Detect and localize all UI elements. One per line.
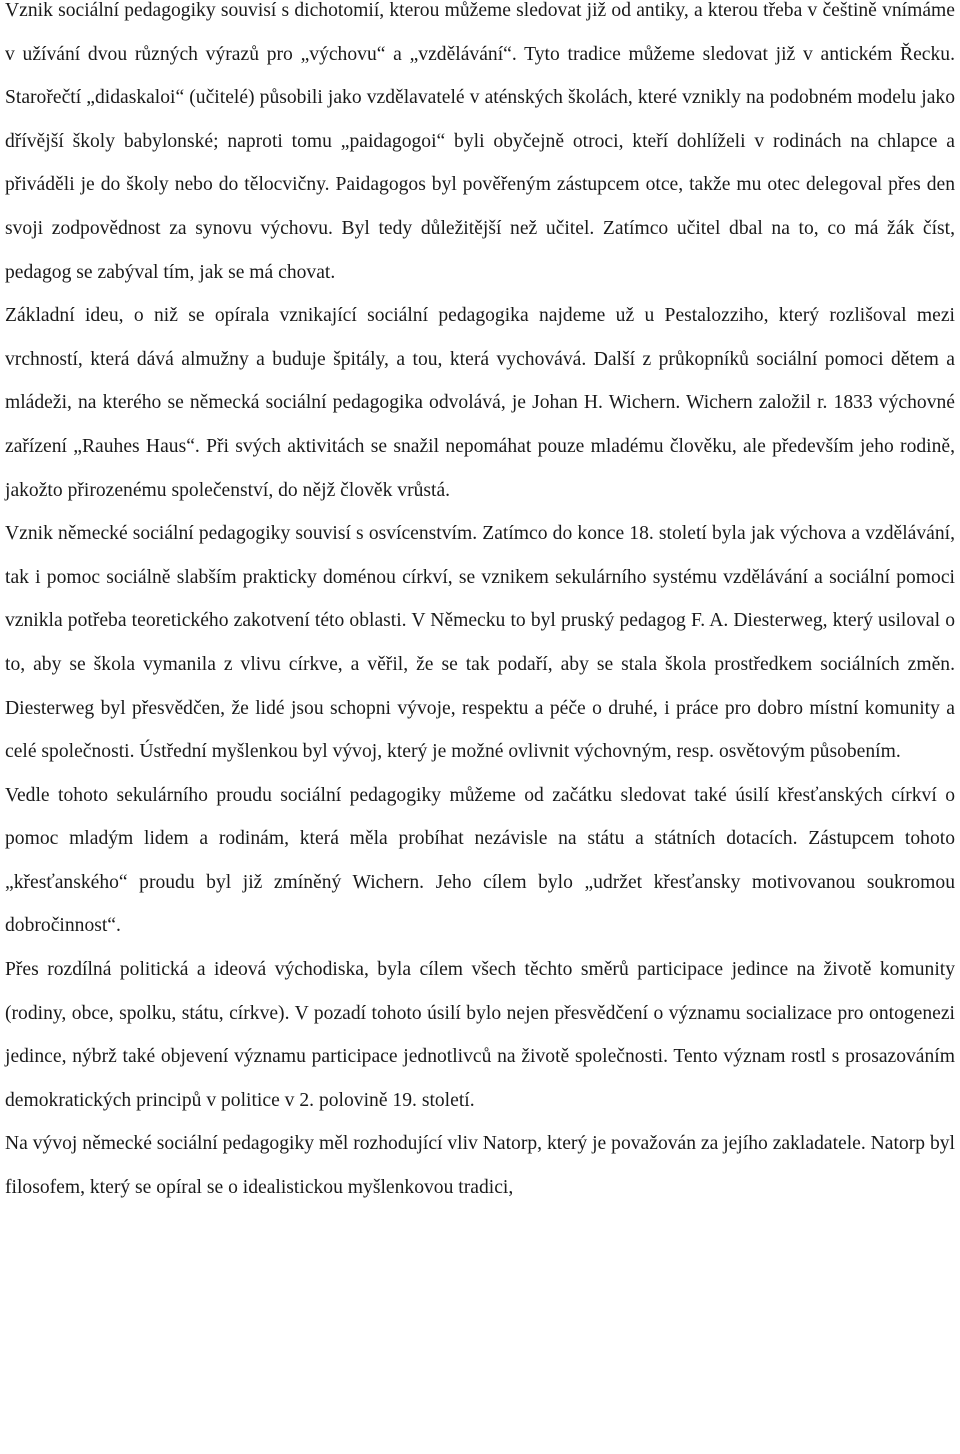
paragraph-christian-stream: Vedle tohoto sekulárního proudu sociální pedagogiky můžeme od začátku sledovat také úsilí křesťanských církví o pomoc mladým lidem a rodinám, která měla probíhat nezávisle na státu a státních dotacích. Zástupcem tohoto „křesťanského“ proudu byl již zmíněný Wichern. Jeho cílem bylo „udržet křesťansky motivovanou soukromou dobročinnost“. [5, 784, 955, 937]
document-page [5, 0, 955, 1210]
paragraph-pestalozzi-wichern: Základní ideu, o niž se opírala vznikající sociální pedagogika najdeme už u Pestalozziho, který rozlišoval mezi vrchností, která dává almužny a buduje špitály, a tou, která vychovává. Další z průkopníků sociální pomoci dětem a mládeži, na kterého se německá sociální pedagogika odvolává, je Johan H. Wichern. Wichern založil r. 1833 výchovné zařízení „Rauhes Haus“. Při svých aktivitách se snažil nepomáhat pouze mladému člověku, ale především jeho rodině, jakožto přirozenému společenství, do nějž člověk vrůstá. [5, 305, 955, 501]
paragraph-enlightenment: Vznik německé sociální pedagogiky souvisí s osvícenstvím. Zatímco do konce 18. století byla jak výchova a vzdělávání, tak i pomoc sociálně slabším prakticky doménou církví, se vznikem sekulárního systému vzdělávání a sociální pomoci vznikla potřeba teoretického zakotvení této oblasti. V Německu to byl pruský pedagog F. A. Diesterweg, který usiloval o to, aby se škola vymanila z vlivu církve, a věřil, že se tak podaří, aby se stala škola prostředkem sociálních změn. Diesterweg byl přesvědčen, že lidé jsou schopni vývoje, respektu a péče o druhé, i práce pro dobro místní komunity a celé společnosti. Ústřední myšlenkou byl vývoj, který je možné ovlivnit výchovným, resp. osvětovým působením. [5, 523, 955, 763]
paragraph-natorp: Na vývoj německé sociální pedagogiky měl rozhodující vliv Natorp, který je považován za jejího zakladatele. Natorp byl filosofem, který se opíral se o idealistickou myšlenkovou tradici, [5, 1133, 955, 1199]
paragraph-participation: Přes rozdílná politická a ideová východiska, byla cílem všech těchto směrů participace jedince na životě komunity (rodiny, obce, spolku, státu, církve). V pozadí tohoto úsilí bylo nejen přesvědčení o významu socializace pro ontogenezi jedince, nýbrž také objevení významu participace jednotlivců na životě společnosti. Tento význam rostl s prosazováním demokratických principů v politice v 2. polovině 19. století. [5, 959, 955, 1111]
paragraph-dichotomy: Vznik sociální pedagogiky souvisí s dichotomií, kterou můžeme sledovat již od antiky, a kterou třeba v češtině vnímáme v užívání dvou různých výrazů pro „výchovu“ a „vzdělávání“. Tyto tradice můžeme sledovat již v antickém Řecku. Starořečtí „didaskaloi“ (učitelé) působili jako vzdělavatelé v aténských školách, které vznikly na podobném modelu jako dřívější školy babylonské; naproti tomu „paidagogoi“ byli obyčejně otroci, kteří dohlíželi v rodinách na chlapce a přiváděli je do školy nebo do tělocvičny. Paidagogos byl pověřeným zástupcem otce, takže mu otec delegoval přes den svoji zodpovědnost za synovu výchovu. Byl tedy důležitější než učitel. Zatímco učitel dbal na to, co má žák číst, pedagog se zabýval tím, jak se má chovat. [5, 0, 955, 283]
